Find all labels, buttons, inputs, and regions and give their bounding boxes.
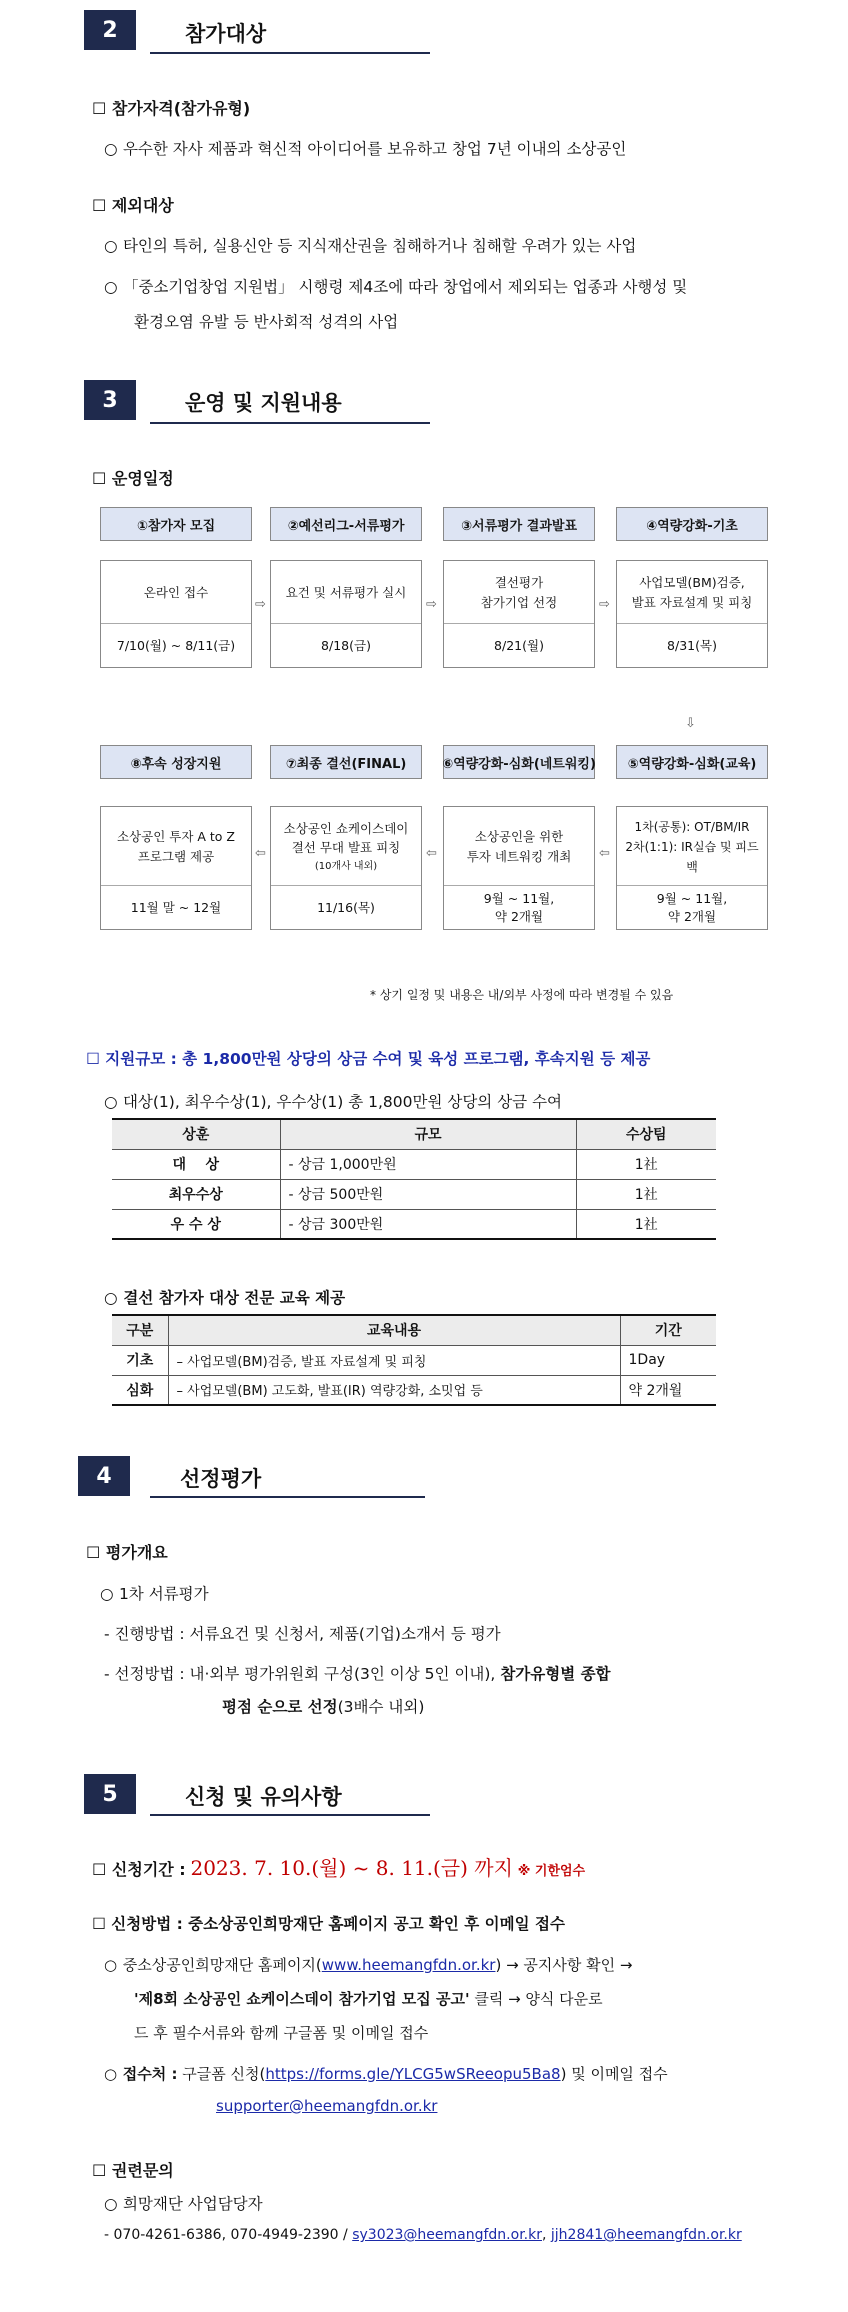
section-3-underline [150, 422, 430, 424]
step-2-body [270, 560, 422, 668]
exclusion-item-2: ○ 「중소기업창업 지원법」 시행령 제4조에 따라 창업에서 제외되는 업종과 사행성 및 [104, 278, 688, 296]
step-1-body [100, 560, 252, 668]
step-6-date-1: 9월 ~ 11월, [483, 890, 555, 906]
step-8-desc-1: 소상공인 투자 A to Z [116, 829, 235, 844]
period-note: ※ 기한엄수 [517, 1864, 586, 1879]
prize-teams: 1社 [576, 1179, 716, 1209]
exclusion-item-2-cont: 환경오염 유발 등 반사회적 성격의 사업 [134, 313, 399, 331]
prize-award: 최우수상 [112, 1179, 280, 1209]
step-4-date: 8/31(목) [667, 637, 717, 653]
step-3-desc-1: 결선평가 [494, 575, 544, 590]
edu-content: – 사업모델(BM)검증, 발표 자료설계 및 피칭 [168, 1345, 620, 1375]
step-3-desc-2: 참가기업 선정 [480, 595, 558, 610]
table-row [112, 1149, 716, 1179]
contact-item: ○ 희망재단 사업담당자 [104, 2195, 263, 2213]
step-8-date: 11월 말 ~ 12월 [130, 899, 222, 915]
eval-heading: ☐ 평가개요 [86, 1543, 168, 1562]
eval-selection: - 선정방법 : 내·외부 평가위원회 구성(3인 이상 5인 이내), 참가유형별 종합 [104, 1665, 611, 1683]
period-line: ☐ 신청기간 : 2023. 7. 10.(월) ~ 8. 11.(금) 까지 ※ 기한엄수 [92, 1856, 586, 1880]
step-6-desc-2: 투자 네트워킹 개최 [466, 849, 572, 864]
step-1-head: ①참가자 모집 [100, 507, 252, 541]
prize-col-header: 규모 [280, 1119, 576, 1149]
arrow-right-icon: ⇨ [426, 597, 437, 612]
edu-col-header: 구분 [112, 1315, 168, 1345]
eval-method: - 진행방법 : 서류요건 및 신청서, 제품(기업)소개서 등 평가 [104, 1625, 501, 1643]
prize-col-header: 상훈 [112, 1119, 280, 1149]
arrow-down-icon: ⇩ [685, 716, 696, 731]
prize-teams: 1社 [576, 1149, 716, 1179]
section-5-underline [150, 1814, 430, 1816]
step-2-desc: 요건 및 서류평가 실시 [285, 585, 407, 600]
arrow-right-icon: ⇨ [255, 597, 266, 612]
table-row [112, 1209, 716, 1239]
step-8-head: ⑧후속 성장지원 [100, 745, 252, 779]
method-line-1: ○ 중소상공인희망재단 홈페이지(www.heemangfdn.or.kr) → 공지사항 확인 → [104, 1956, 633, 1974]
table-row [112, 1375, 716, 1405]
method-line-3: 드 후 필수서류와 함께 구글폼 및 이메일 접수 [134, 2024, 429, 2042]
step-6-body [443, 806, 595, 930]
step-5-body [616, 806, 768, 930]
google-form-link[interactable]: https://forms.gle/YLCG5wSReeopu5Ba8 [265, 2065, 561, 2083]
step-8-desc-2: 프로그램 제공 [137, 849, 215, 864]
prize-col-header: 수상팀 [576, 1119, 716, 1149]
section-4-title: 선정평가 [180, 1467, 262, 1491]
eval-selection-cont: 평점 순으로 선정(3배수 내외) [222, 1698, 425, 1716]
step-6-head: ⑥역량강화-심화(네트워킹) [443, 745, 595, 779]
section-4-number: 4 [78, 1456, 130, 1496]
prize-teams: 1社 [576, 1209, 716, 1239]
arrow-right-icon: ⇨ [599, 597, 610, 612]
prize-amount: - 상금 500만원 [280, 1179, 576, 1209]
prize-amount: - 상금 1,000만원 [280, 1149, 576, 1179]
eligibility-item: ○ 우수한 자사 제품과 혁신적 아이디어를 보유하고 창업 7년 이내의 소상공인 [104, 140, 627, 158]
step-2-head: ②예선리그-서류평가 [270, 507, 422, 541]
step-7-desc-2: 결선 무대 발표 피칭 [291, 839, 401, 855]
edu-col-header: 기간 [620, 1315, 716, 1345]
section-4-underline [150, 1496, 425, 1498]
section-2-title: 참가대상 [185, 22, 267, 46]
step-5-desc-1: 1차(공통): OT/BM/IR [634, 820, 750, 834]
support-heading: ☐ 지원규모 : 총 1,800만원 상당의 상금 수여 및 육성 프로그램, 후속지원 등 제공 [86, 1050, 651, 1068]
step-4-desc-1: 사업모델(BM)검증, [639, 575, 745, 590]
step-5-date-2: 약 2개월 [667, 908, 717, 924]
edu-col-header: 교육내용 [168, 1315, 620, 1345]
step-4-head: ④역량강화-기초 [616, 507, 768, 541]
period-value: 2023. 7. 10.(월) ~ 8. 11.(금) 까지 [190, 1856, 513, 1880]
section-3-number: 3 [84, 380, 136, 420]
arrow-left-icon: ⇦ [426, 846, 437, 861]
step-5-head: ⑤역량강화-심화(교육) [616, 745, 768, 779]
edu-heading: ○ 결선 참가자 대상 전문 교육 제공 [104, 1289, 346, 1307]
section-3-title: 운영 및 지원내용 [185, 391, 342, 415]
schedule-heading: ☐ 운영일정 [92, 469, 174, 488]
method-heading: ☐ 신청방법 : 중소상공인희망재단 홈페이지 공고 확인 후 이메일 접수 [92, 1915, 565, 1933]
arrow-left-icon: ⇦ [599, 846, 610, 861]
eligibility-heading: ☐ 참가자격(참가유형) [92, 99, 251, 118]
section-2-underline [150, 52, 430, 54]
step-4-desc-2: 발표 자료설계 및 피칭 [631, 595, 753, 610]
step-4-body [616, 560, 768, 668]
arrow-left-icon: ⇦ [255, 846, 266, 861]
contact-email-1[interactable]: sy3023@heemangfdn.or.kr [352, 2227, 542, 2243]
section-5-title: 신청 및 유의사항 [185, 1785, 342, 1809]
exclusion-heading: ☐ 제외대상 [92, 196, 174, 215]
homepage-link[interactable]: www.heemangfdn.or.kr [321, 1956, 496, 1974]
step-3-head: ③서류평가 결과발표 [443, 507, 595, 541]
table-row [112, 1179, 716, 1209]
prize-award: 우 수 상 [112, 1209, 280, 1239]
edu-type: 심화 [112, 1375, 168, 1405]
step-7-body [270, 806, 422, 930]
receipt-email[interactable]: supporter@heemangfdn.or.kr [216, 2097, 438, 2115]
receipt-line: ○ 접수처 : 구글폼 신청(https://forms.gle/YLCG5wSReeopu5Ba8) 및 이메일 접수 [104, 2065, 668, 2083]
step-6-date-2: 약 2개월 [494, 908, 544, 924]
step-7-desc-1: 소상공인 쇼케이스데이 [283, 820, 409, 836]
step-3-body [443, 560, 595, 668]
support-item: ○ 대상(1), 최우수상(1), 우수상(1) 총 1,800만원 상당의 상금 수여 [104, 1093, 563, 1111]
section-5-number: 5 [84, 1774, 136, 1814]
step-8-body [100, 806, 252, 930]
step-7-head: ⑦최종 결선(FINAL) [270, 745, 422, 779]
step-1-desc: 온라인 접수 [143, 585, 209, 600]
prize-amount: - 상금 300만원 [280, 1209, 576, 1239]
edu-content: – 사업모델(BM) 고도화, 발표(IR) 역량강화, 소밋업 등 [168, 1375, 620, 1405]
edu-duration: 1Day [620, 1345, 716, 1375]
edu-type: 기초 [112, 1345, 168, 1375]
table-row [112, 1345, 716, 1375]
contact-email-2[interactable]: jjh2841@heemangfdn.or.kr [550, 2227, 742, 2243]
eval-item: ○ 1차 서류평가 [100, 1585, 209, 1603]
prize-table [112, 1118, 716, 1240]
step-6-desc-1: 소상공인을 위한 [474, 829, 564, 844]
schedule-note: * 상기 일정 및 내용은 내/외부 사정에 따라 변경될 수 있음 [370, 988, 674, 1002]
step-7-date: 11/16(목) [317, 899, 375, 915]
contact-heading: ☐ 권련문의 [92, 2161, 174, 2180]
step-7-desc-3: (10개사 내외) [314, 860, 378, 872]
step-5-date-1: 9월 ~ 11월, [656, 890, 728, 906]
prize-award: 대 상 [112, 1149, 280, 1179]
step-5-desc-2: 2차(1:1): IR실습 및 피드백 [625, 840, 759, 874]
exclusion-item-1: ○ 타인의 특허, 실용신안 등 지식재산권을 침해하거나 침해할 우려가 있는 사업 [104, 237, 637, 255]
step-1-date: 7/10(월) ~ 8/11(금) [116, 637, 236, 653]
step-2-date: 8/18(금) [321, 637, 371, 653]
method-line-2: '제8회 소상공인 쇼케이스데이 참가기업 모집 공고' 클릭 → 양식 다운로 [134, 1990, 603, 2008]
edu-table [112, 1314, 716, 1406]
edu-duration: 약 2개월 [620, 1375, 716, 1405]
contact-details: - 070-4261-6386, 070-4949-2390 / sy3023@heemangfdn.or.kr, jjh2841@heemangfdn.or.kr [104, 2227, 742, 2243]
step-3-date: 8/21(월) [494, 637, 544, 653]
section-2-number: 2 [84, 10, 136, 50]
